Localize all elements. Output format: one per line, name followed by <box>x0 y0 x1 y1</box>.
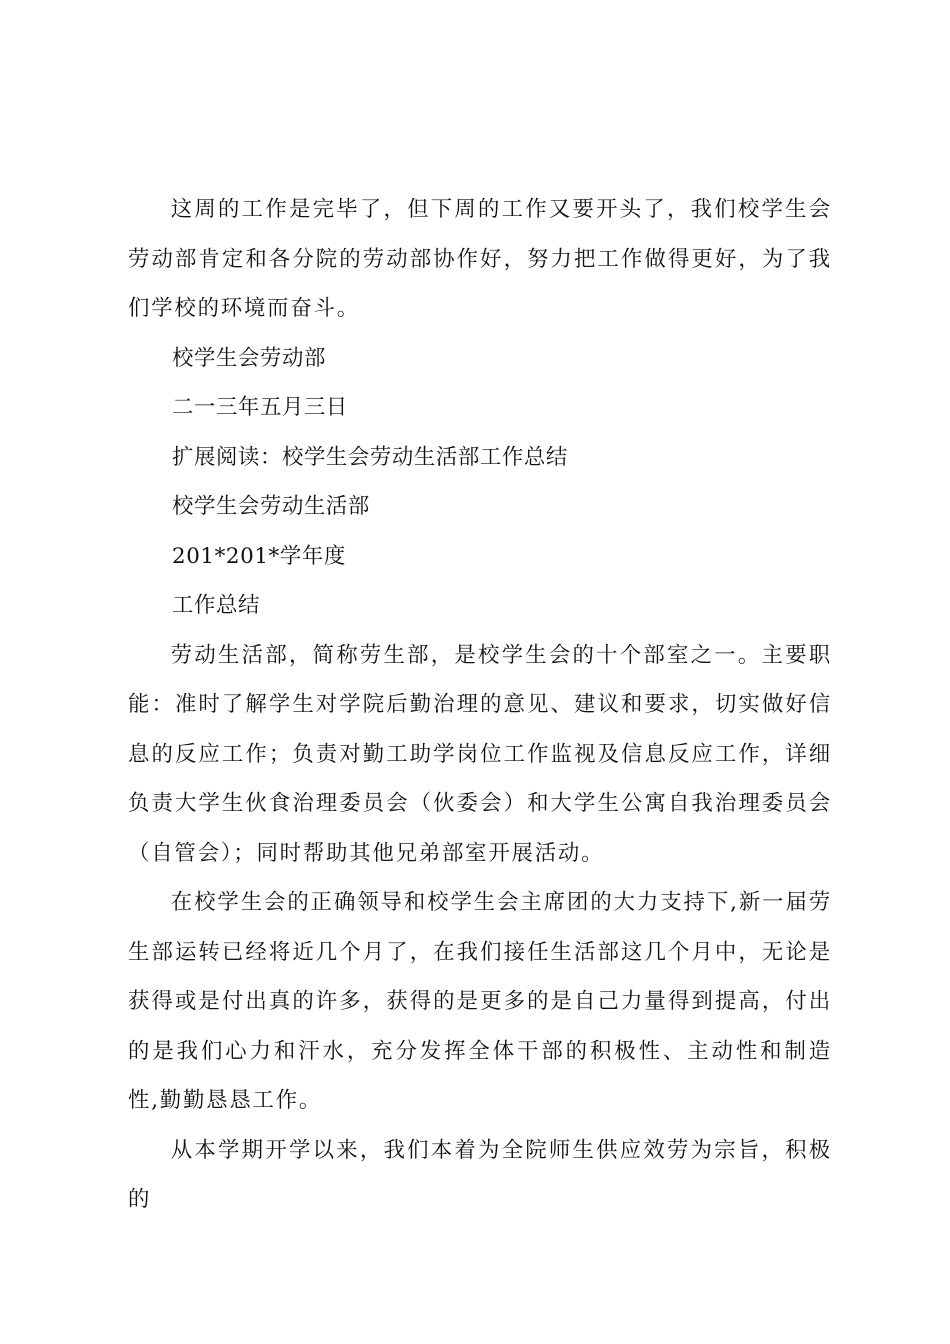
signature-department: 校学生会劳动部 <box>172 345 326 371</box>
paragraph-semester-start: 从本学期开学以来，我们本着为全院师生供应效劳为宗旨，积极的 <box>128 1137 832 1212</box>
paragraph-work-conclusion: 这周的工作是完毕了，但下周的工作又要开头了，我们校学生会劳动部肯定和各分院的劳动部协作好，努力把工作做得更好，为了我们学校的环境而奋斗。 <box>128 197 832 321</box>
section-school-year: 201*201*学年度 <box>172 543 346 569</box>
document-body <box>128 185 832 1225</box>
paragraph-department-duties: 劳动生活部，简称劳生部，是校学生会的十个部室之一。主要职能：准时了解学生对学院后勤治理的意见、建议和要求，切实做好信息的反应工作；负责对勤工助学岗位工作监视及信息反应工作，详细负责大学生伙食治理委员会（伙委会）和大学生公寓自我治理委员会（自管会）；同时帮助其他兄弟部室开展活动。 <box>128 642 832 866</box>
section-department-name: 校学生会劳动生活部 <box>172 494 370 519</box>
section-heading-summary: 工作总结 <box>172 593 260 618</box>
signature-date: 二一三年五月三日 <box>172 395 348 420</box>
paragraph-achievements: 在校学生会的正确领导和校学生会主席团的大力支持下,新一届劳生部运转已经将近几个月了，在我们接任生活部这几个月中，无论是获得或是付出真的许多，获得的是更多的是自己力量得到提高，付出的是我们心力和汗水，充分发挥全体干部的积极性、主动性和制造性,勤勤恳恳工作。 <box>128 890 832 1113</box>
extended-reading-title: 扩展阅读：校学生会劳动生活部工作总结 <box>172 444 568 470</box>
